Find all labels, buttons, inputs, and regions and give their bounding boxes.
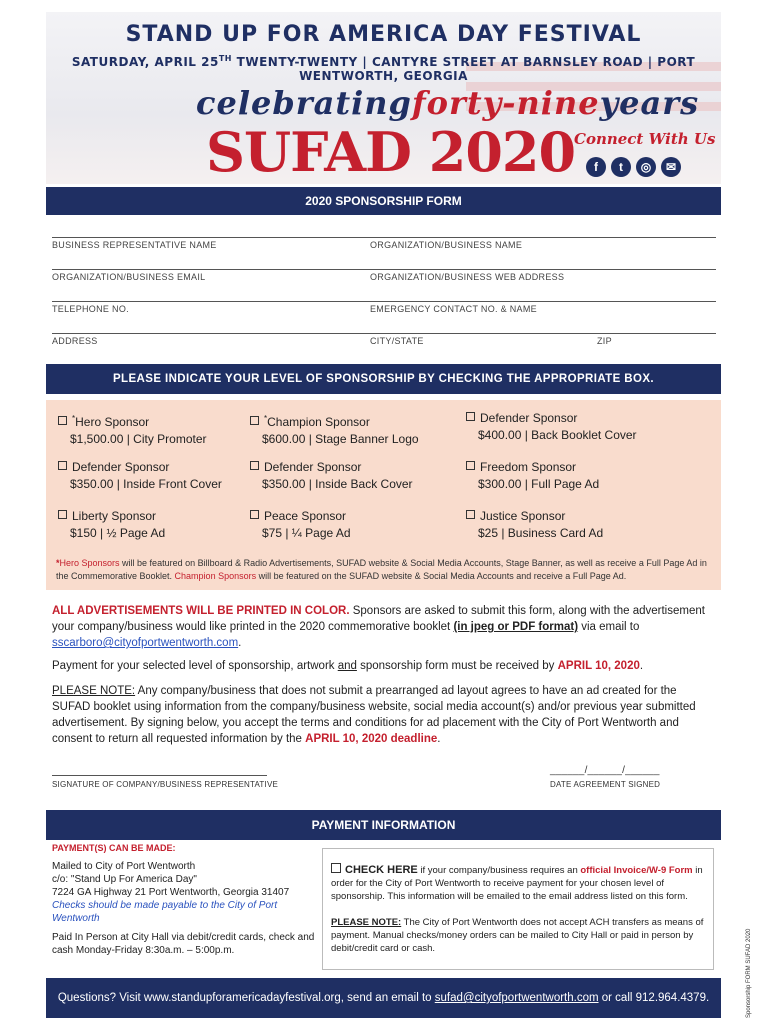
org-web-label: ORGANIZATION/BUSINESS WEB ADDRESS xyxy=(370,272,565,282)
address-label: ADDRESS xyxy=(52,336,98,346)
facebook-icon[interactable]: f xyxy=(586,157,606,177)
org-name-field[interactable] xyxy=(370,222,716,236)
checkbox[interactable] xyxy=(250,461,259,470)
connect-heading: Connect With Us xyxy=(574,130,716,148)
festival-header xyxy=(46,12,721,184)
sponsor-option-justice[interactable]: Justice Sponsor $25 | Business Card Ad xyxy=(466,508,603,542)
sponsor-option-defender-back[interactable]: Defender Sponsor $400.00 | Back Booklet Cover xyxy=(466,410,637,444)
signature-label: SIGNATURE OF COMPANY/BUSINESS REPRESENTATIVE xyxy=(52,780,279,789)
invoice-request-text: CHECK HERE if your company/business requires an official Invoice/W-9 Form in order for the City of Port Wentworth to receive payment for your chosen level of sponsorship. This information will be emailed to the email address listed on this form. xyxy=(331,864,703,902)
celebrating-tagline: celebratingforty-nineyears xyxy=(196,84,700,122)
payment-deadline-paragraph: Payment for your selected level of sponsorship, artwork and sponsorship form must be received by APRIL 10, 2020. xyxy=(52,660,644,672)
checkbox[interactable] xyxy=(466,461,475,470)
rep-name-field[interactable] xyxy=(52,222,362,236)
date-blank[interactable]: ______/______/______ xyxy=(550,765,660,776)
payment-methods-heading: PAYMENT(S) CAN BE MADE: xyxy=(52,843,176,853)
festival-title: STAND UP FOR AMERICA DAY FESTIVAL xyxy=(125,22,642,47)
date-signed-label: DATE AGREEMENT SIGNED xyxy=(550,780,661,789)
sponsorship-level-bar: PLEASE INDICATE YOUR LEVEL OF SPONSORSHIP BY CHECKING THE APPROPRIATE BOX. xyxy=(46,364,721,394)
emergency-label: EMERGENCY CONTACT NO. & NAME xyxy=(370,304,537,314)
field-line xyxy=(52,269,716,270)
rep-name-label: BUSINESS REPRESENTATIVE NAME xyxy=(52,240,217,250)
invoice-checkbox[interactable] xyxy=(331,863,341,873)
city-state-field[interactable] xyxy=(370,318,590,332)
checks-payable-note: Checks should be made payable to the City of Port Wentworth xyxy=(52,900,278,924)
in-person-payment: Paid In Person at City Hall via debit/credit cards, check and cash Monday-Friday 8:30a.m. – 5:00p.m. xyxy=(52,932,315,956)
emergency-field[interactable] xyxy=(370,286,716,300)
zip-label: ZIP xyxy=(597,336,612,346)
org-web-field[interactable] xyxy=(370,254,716,268)
instagram-icon[interactable]: ◎ xyxy=(636,157,656,177)
org-email-field[interactable] xyxy=(52,254,362,268)
field-line xyxy=(52,333,716,334)
sponsor-option-defender-inside-back[interactable]: Defender Sponsor $350.00 | Inside Back Cover xyxy=(250,459,413,493)
sponsor-option-defender-inside-front[interactable]: Defender Sponsor $350.00 | Inside Front Cover xyxy=(58,459,222,493)
sponsor-option-champion[interactable]: *Champion Sponsor $600.00 | Stage Banner Logo xyxy=(250,410,419,448)
invoice-request-box xyxy=(322,848,714,970)
sponsor-option-hero[interactable]: *Hero Sponsor $1,500.00 | City Promoter xyxy=(58,410,207,448)
questions-footer: Questions? Visit www.standupforamericadayfestival.org, send an email to sufad@cityofportwentworth.com or call 912.964.4379. xyxy=(46,978,721,1018)
checkbox[interactable] xyxy=(466,412,475,421)
field-line xyxy=(52,301,716,302)
sponsor-footnote: *Hero Sponsors will be featured on Billboard & Radio Advertisements, SUFAD website & Social Media Accounts, Stage Banner, as well as receive a Full Page Ad in the Commemorative Booklet. Champion Sponsors will be featured on the SUFAD website & Social Media Accounts and receive a Full Page Ad. xyxy=(56,558,707,581)
checkbox[interactable] xyxy=(58,461,67,470)
email-icon[interactable]: ✉ xyxy=(661,157,681,177)
sufad-logo: SUFAD 2020 xyxy=(206,120,576,184)
festival-subtitle: SATURDAY, APRIL 25TH TWENTY-TWENTY | CANTYRE STREET AT BARNSLEY ROAD | PORT WENTWORTH, GEORGIA xyxy=(71,54,696,83)
payment-info-bar: PAYMENT INFORMATION xyxy=(46,810,721,840)
twitter-icon[interactable]: t xyxy=(611,157,631,177)
mail-line: Mailed to City of Port Wentworth xyxy=(52,861,196,872)
checkbox[interactable] xyxy=(466,510,475,519)
ads-color-paragraph: ALL ADVERTISEMENTS WILL BE PRINTED IN COLOR. Sponsors are asked to submit this form, along with the advertisement your company/business would like printed in the 2020 commemorative booklet (in jpeg or PDF format) via email to sscarboro@cityofportwentworth.com. xyxy=(52,605,705,649)
form-title-bar: 2020 SPONSORSHIP FORM xyxy=(46,187,721,215)
please-note-paragraph: PLEASE NOTE: Any company/business that does not submit a prearranged ad layout agrees to have an ad created for the SUFAD booklet using information from the company/business website, social media account(s) and/or previous year submitted advertisement. By signing below, you accept the terms and conditions for ad placement with the City of Port Wentworth and consent to return all requested information by the APRIL 10, 2020 deadline. xyxy=(52,685,696,745)
sponsor-option-freedom[interactable]: Freedom Sponsor $300.00 | Full Page Ad xyxy=(466,459,599,493)
address-field[interactable] xyxy=(52,318,362,332)
checkbox[interactable] xyxy=(58,510,67,519)
payment-methods xyxy=(52,860,317,957)
checkbox[interactable] xyxy=(58,416,67,425)
org-email-label: ORGANIZATION/BUSINESS EMAIL xyxy=(52,272,206,282)
checkbox[interactable] xyxy=(250,510,259,519)
telephone-field[interactable] xyxy=(52,286,362,300)
sponsor-option-peace[interactable]: Peace Sponsor $75 | ¼ Page Ad xyxy=(250,508,351,542)
org-name-label: ORGANIZATION/BUSINESS NAME xyxy=(370,240,523,250)
footer-email-link[interactable]: sufad@cityofportwentworth.com xyxy=(434,992,599,1004)
signature-line[interactable] xyxy=(52,775,267,776)
checkbox[interactable] xyxy=(250,416,259,425)
care-of-line: c/o: "Stand Up For America Day" xyxy=(52,874,197,885)
zip-field[interactable] xyxy=(597,318,716,332)
sponsor-option-liberty[interactable]: Liberty Sponsor $150 | ½ Page Ad xyxy=(58,508,165,542)
field-line xyxy=(52,237,716,238)
mailing-address: 7224 GA Highway 21 Port Wentworth, Georgia 31407 xyxy=(52,887,290,898)
submission-email-link[interactable]: sscarboro@cityofportwentworth.com xyxy=(52,637,239,649)
vertical-form-id: Sponsorship FORM SUFAD 2020 xyxy=(746,928,752,1018)
telephone-label: TELEPHONE NO. xyxy=(52,304,129,314)
ach-note: PLEASE NOTE: The City of Port Wentworth does not accept ACH transfers as means of payment. Manual checks/money orders can be mailed to City Hall or paid in person by debit/credit card or cash. xyxy=(331,917,704,954)
city-state-label: CITY/STATE xyxy=(370,336,424,346)
